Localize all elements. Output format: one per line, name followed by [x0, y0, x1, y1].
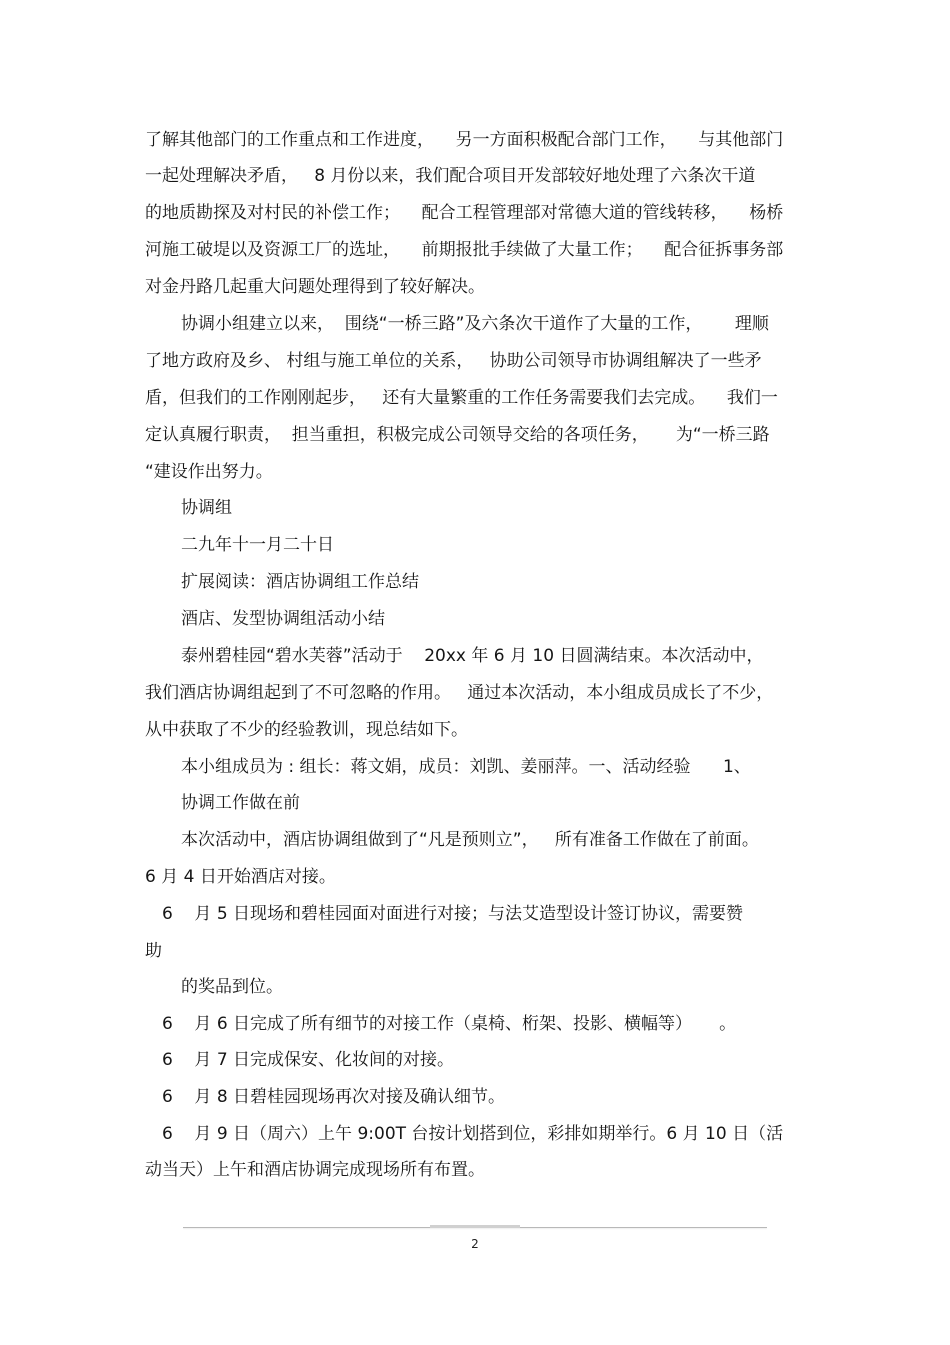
text-line: 盾，但我们的工作刚刚起步， 还有大量繁重的工作任务需要我们去完成。 我们一: [145, 388, 778, 408]
text-line: 酒店、发型协调组活动小结: [181, 609, 385, 629]
text-line: 一起处理解决矛盾， 8 月份以来，我们配合项目开发部较好地处理了六条次干道: [145, 166, 756, 186]
text-line: 二九年十一月二十日: [181, 535, 334, 555]
text-line: 6 月 4 日开始酒店对接。: [145, 867, 336, 887]
footer-divider-accent: [430, 1225, 520, 1228]
text-line: “建设作出努力。: [145, 462, 273, 482]
text-line: 6 月 8 日碧桂园现场再次对接及确认细节。: [162, 1087, 506, 1107]
text-line: 的奖品到位。: [181, 977, 283, 997]
text-line: 协调工作做在前: [181, 793, 300, 813]
text-line: 河施工破堤以及资源工厂的选址， 前期报批手续做了大量工作； 配合征拆事务部: [145, 240, 784, 260]
text-line: 助: [145, 941, 162, 961]
text-line: 了地方政府及乡、 村组与施工单位的关系， 协助公司领导市协调组解决了一些矛: [145, 351, 762, 371]
text-line: 6 月 7 日完成保安、化妆间的对接。: [162, 1050, 455, 1070]
text-line: 协调小组建立以来， 围绕“一桥三路”及六条次干道作了大量的工作， 理顺: [181, 314, 769, 334]
text-line: 本次活动中，酒店协调组做到了“凡是预则立”， 所有准备工作做在了前面。: [181, 830, 759, 850]
text-line: 定认真履行职责， 担当重担，积极完成公司领导交给的各项任务， 为“一桥三路: [145, 425, 770, 445]
text-line: 了解其他部门的工作重点和工作进度， 另一方面积极配合部门工作， 与其他部门: [145, 130, 784, 150]
text-line: 动当天）上午和酒店协调完成现场所有布置。: [145, 1160, 485, 1180]
text-line: 的地质勘探及对村民的补偿工作； 配合工程管理部对常德大道的管线转移， 杨桥: [145, 203, 784, 223]
text-line: 对金丹路几起重大问题处理得到了较好解决。: [145, 277, 485, 297]
text-line: 6 月 9 日（周六）上午 9:00T 台按计划搭到位，彩排如期举行。6 月 10 日（活: [162, 1124, 784, 1144]
page-number: 2: [471, 1237, 479, 1251]
text-line: 6 月 5 日现场和碧桂园面对面进行对接；与法艾造型设计签订协议，需要赞: [162, 904, 744, 924]
text-line: 从中获取了不少的经验教训，现总结如下。: [145, 720, 468, 740]
text-line: 泰州碧桂园“碧水芙蓉”活动于 20xx 年 6 月 10 日圆满结束。本次活动中，: [181, 646, 764, 666]
text-line: 6 月 6 日完成了所有细节的对接工作（桌椅、桁架、投影、横幅等） 。: [162, 1014, 737, 1034]
text-line: 协调组: [181, 498, 232, 518]
text-line: 扩展阅读：酒店协调组工作总结: [181, 572, 419, 592]
text-line: 本小组成员为 : 组长：蒋文娟，成员：刘凯、姜丽萍。一、活动经验 1、: [181, 757, 751, 777]
text-line: 我们酒店协调组起到了不可忽略的作用。 通过本次活动，本小组成员成长了不少，: [145, 683, 774, 703]
